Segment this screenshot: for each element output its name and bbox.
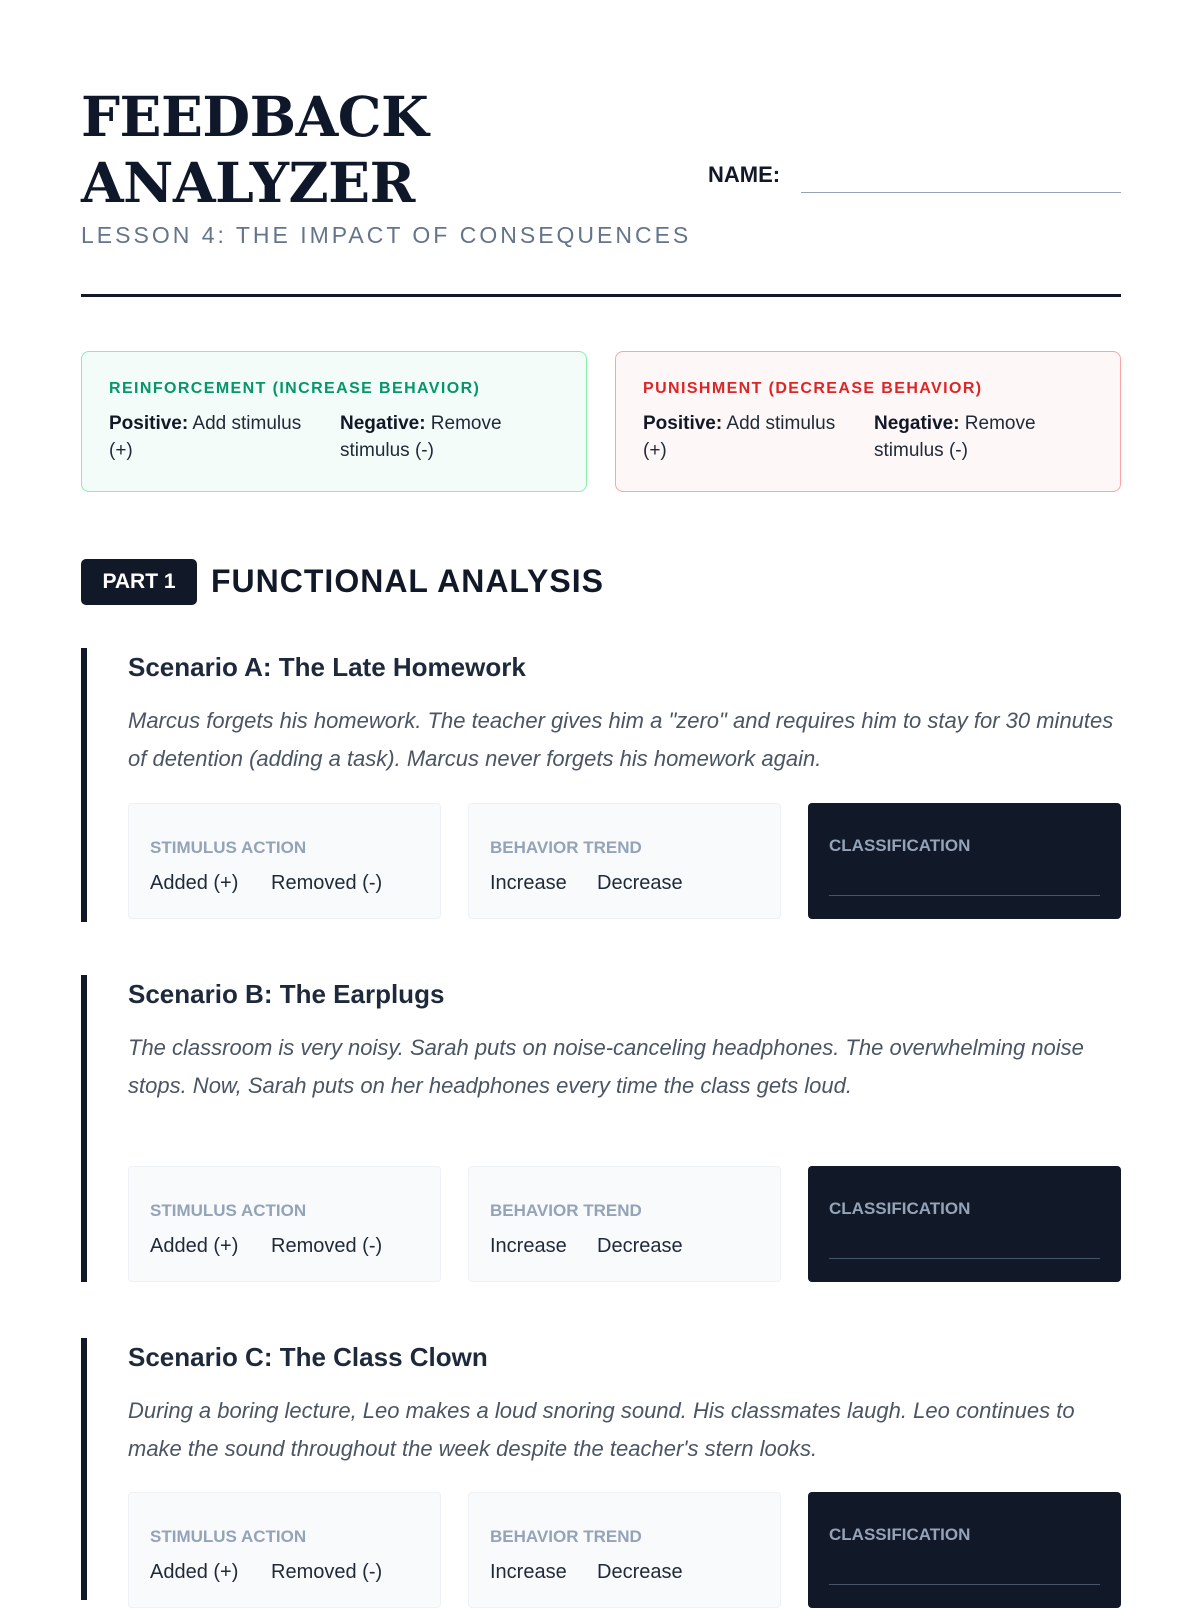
worksheet-header: [81, 80, 1121, 296]
option-removed[interactable]: Removed (-): [271, 1235, 383, 1257]
page-title: [81, 84, 428, 216]
behavior-trend-card: [468, 1166, 781, 1282]
reinforcement-heading: REINFORCEMENT (INCREASE BEHAVIOR): [109, 380, 481, 397]
scenario-title: Scenario A: The Late Homework: [128, 652, 526, 682]
option-removed[interactable]: Removed (-): [271, 872, 383, 894]
classification-card: [808, 803, 1121, 919]
scenario-a: [81, 648, 1121, 922]
stimulus-action-label: STIMULUS ACTION: [150, 838, 307, 857]
negative-text: Remove stimulus (-): [874, 413, 1036, 461]
name-input-line[interactable]: [801, 192, 1121, 193]
reinforcement-negative: [340, 410, 556, 464]
option-added[interactable]: Added (+): [150, 1235, 239, 1257]
part-title: FUNCTIONAL ANALYSIS: [211, 563, 604, 599]
option-added[interactable]: Added (+): [150, 1561, 239, 1583]
classification-card: [808, 1492, 1121, 1608]
classification-label: CLASSIFICATION: [829, 836, 971, 855]
behavior-trend-label: BEHAVIOR TREND: [490, 1527, 642, 1546]
behavior-trend-label: BEHAVIOR TREND: [490, 1201, 642, 1220]
punishment-positive: [643, 410, 859, 464]
option-removed[interactable]: Removed (-): [271, 1561, 383, 1583]
option-decrease[interactable]: Decrease: [597, 1235, 683, 1257]
stimulus-action-label: STIMULUS ACTION: [150, 1527, 307, 1546]
name-label: NAME:: [708, 162, 781, 187]
reinforcement-legend: [81, 351, 587, 492]
option-added[interactable]: Added (+): [150, 872, 239, 894]
behavior-trend-card: [468, 803, 781, 919]
scenario-c: [81, 1338, 1121, 1600]
option-increase[interactable]: Increase: [490, 1561, 567, 1583]
name-field: [708, 162, 1121, 196]
positive-text: Add stimulus (+): [109, 413, 302, 461]
classification-label: CLASSIFICATION: [829, 1199, 971, 1218]
reinforcement-positive: [109, 410, 325, 464]
scenario-description: The classroom is very noisy. Sarah puts on noise-canceling headphones. The overwhelming noise stops. Now, Sarah puts on her headphones every time the class gets loud.: [128, 1035, 1084, 1098]
stimulus-action-card: [128, 803, 441, 919]
punishment-negative: [874, 410, 1090, 464]
scenario-description: Marcus forgets his homework. The teacher gives him a "zero" and requires him to stay for 30 minutes of detention (adding a task). Marcus never forgets his homework again.: [128, 708, 1114, 771]
positive-text: Add stimulus (+): [643, 413, 836, 461]
behavior-trend-card: [468, 1492, 781, 1608]
part-badge: PART 1: [81, 559, 197, 605]
classification-answer-line[interactable]: [829, 895, 1100, 896]
option-decrease[interactable]: Decrease: [597, 1561, 683, 1583]
scenario-title: Scenario B: The Earplugs: [128, 979, 445, 1009]
negative-label: Negative:: [874, 413, 960, 434]
punishment-heading: PUNISHMENT (DECREASE BEHAVIOR): [643, 380, 983, 397]
title-line-1: FEEDBACK: [81, 84, 429, 149]
classification-card: [808, 1166, 1121, 1282]
option-increase[interactable]: Increase: [490, 872, 567, 894]
classification-answer-line[interactable]: [829, 1584, 1100, 1585]
worksheet-page: [81, 0, 1121, 1600]
scenario-title: Scenario C: The Class Clown: [128, 1342, 488, 1372]
stimulus-action-card: [128, 1492, 441, 1608]
scenario-description: During a boring lecture, Leo makes a loud snoring sound. His classmates laugh. Leo continues to make the sound throughout the week despite the teacher's stern looks.: [128, 1398, 1075, 1461]
option-increase[interactable]: Increase: [490, 1235, 567, 1257]
page-subtitle: LESSON 4: THE IMPACT OF CONSEQUENCES: [81, 222, 692, 248]
stimulus-action-label: STIMULUS ACTION: [150, 1201, 307, 1220]
classification-answer-line[interactable]: [829, 1258, 1100, 1259]
positive-label: Positive:: [109, 413, 189, 434]
part-heading: [81, 559, 1121, 605]
title-line-2: ANALYZER: [81, 150, 415, 215]
option-decrease[interactable]: Decrease: [597, 872, 683, 894]
scenario-accent-bar: [81, 975, 87, 1282]
classification-label: CLASSIFICATION: [829, 1525, 971, 1544]
header-divider: [81, 294, 1121, 297]
punishment-legend: [615, 351, 1121, 492]
scenario-b: [81, 975, 1121, 1282]
positive-label: Positive:: [643, 413, 723, 434]
negative-text: Remove stimulus (-): [340, 413, 502, 461]
scenario-accent-bar: [81, 648, 87, 922]
scenario-accent-bar: [81, 1338, 87, 1600]
behavior-trend-label: BEHAVIOR TREND: [490, 838, 642, 857]
stimulus-action-card: [128, 1166, 441, 1282]
negative-label: Negative:: [340, 413, 426, 434]
